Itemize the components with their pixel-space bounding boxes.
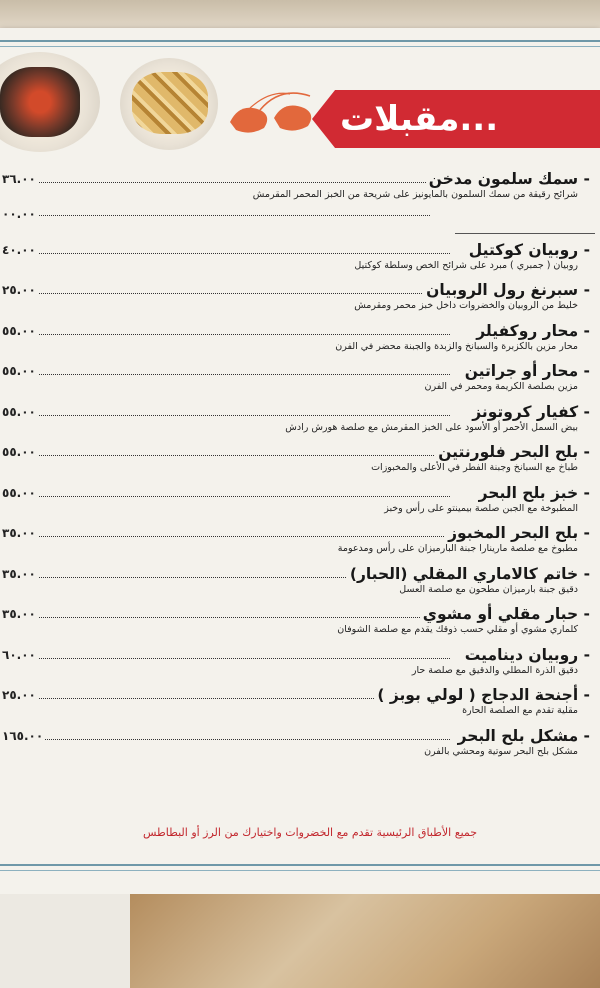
- section-title: ...مقبلات: [340, 99, 499, 139]
- item-price: ٠٠.٠٠: [2, 206, 36, 221]
- item-name: - كفيار كروتونز: [469, 403, 590, 421]
- item-description: دقيق الذرة المطلي والدقيق مع صلصة حار: [411, 664, 578, 676]
- item-description: مزين بصلصة الكريمة ومحمر في الفرن: [424, 381, 578, 392]
- item-description: دقيق جبنة بارميزان مطحون مع صلصة العسل: [399, 583, 578, 595]
- footer-note: جميع الأطباق الرئيسية تقدم مع الخضروات واختيارك من الرز أو البطاطس: [142, 826, 478, 839]
- item-name: - خاتم كالاماري المقلي (الحبار): [347, 565, 590, 583]
- item-description: محار مزين بالكزبرة والسبانخ والزبدة والجبنة محضر في الفرن: [335, 340, 578, 352]
- item-name: - روبيان ديناميت: [462, 646, 590, 664]
- menu-item: [0, 524, 600, 565]
- leader-dots: [36, 496, 450, 497]
- item-name: - بلح البحر فلورنتين: [435, 443, 590, 461]
- item-name: - بلح البحر المخبوز: [445, 524, 590, 542]
- leader-dots: [36, 182, 450, 183]
- menu-item: [0, 362, 600, 403]
- item-price: ٦٠.٠٠: [2, 647, 36, 662]
- menu-item: [0, 241, 600, 282]
- leader-dots: [36, 334, 450, 335]
- menu-item: [0, 646, 600, 687]
- menu-item: [0, 170, 600, 211]
- item-price: ٥٥.٠٠: [2, 323, 36, 338]
- item-description: خليط من الروبيان والخضروات داخل خبز محمر ومقرمش: [354, 300, 578, 311]
- item-name: - أجنحة الدجاج ( لولي بوبز ): [374, 686, 590, 704]
- item-price: ٣٥.٠٠: [2, 566, 36, 581]
- item-price: ٥٥.٠٠: [2, 445, 36, 459]
- menu-item: [0, 727, 600, 768]
- item-name: - خبز بلح البحر: [476, 484, 590, 502]
- item-price: ٢٥.٠٠: [2, 283, 36, 297]
- item-name: - روبيان كوكتيل: [466, 241, 590, 259]
- item-price: ٢٥.٠٠: [2, 688, 36, 702]
- item-price: ٥٥.٠٠: [2, 364, 36, 378]
- item-price: ٥٥.٠٠: [2, 404, 36, 419]
- item-price: ٥٥.٠٠: [2, 485, 36, 500]
- leader-dots: [36, 455, 450, 456]
- bottom-rule: [0, 864, 600, 866]
- item-name: - سبرنغ رول الروبيان: [423, 281, 590, 299]
- item-description: روبيان ( جمبري ) مبرد على شرائح الخص وسلطة كوكتيل: [354, 259, 578, 271]
- item-name: - حبار مقلي أو مشوي: [420, 605, 590, 623]
- leader-dots: [36, 658, 450, 659]
- menu-item: [0, 443, 600, 484]
- shrimp-icon: [220, 88, 320, 140]
- item-name: - سمك سلمون مدخن: [426, 170, 590, 188]
- item-description: مشكل بلح البحر سوتية ومحشي بالفرن: [424, 745, 578, 757]
- item-description: شرائح رقيقة من سمك السلمون بالمايونيز على شريحة من الخبز المحمر المقرمش: [252, 189, 578, 200]
- leader-dots: [36, 739, 450, 740]
- item-description: بيض السمل الأحمر أو الأسود على الخبز المقرمش مع صلصة هورش رادش: [285, 421, 578, 433]
- bottom-rule-thin: [0, 870, 600, 871]
- leader-dots: [36, 617, 450, 618]
- menu-item: [0, 605, 600, 646]
- menu-item-list: [0, 170, 600, 767]
- item-name: - محار أو جراتين: [462, 362, 590, 380]
- item-name: - محار روكفيلر: [473, 322, 590, 340]
- menu-item: [0, 686, 600, 727]
- leader-dots: [36, 253, 450, 254]
- item-price: ١٦٥.٠٠: [2, 728, 44, 743]
- menu-item: [0, 281, 600, 322]
- item-price: ٣٦.٠٠: [2, 172, 36, 186]
- item-description: كلماري مشوي أو مقلي حسب ذوقك يقدم مع صلصة الشوفان: [337, 624, 578, 635]
- top-rule: [0, 40, 600, 42]
- item-description: مطبوخ مع صلصة مارينارا جبنة البارميزان على رأس ومدعومة: [337, 543, 578, 554]
- menu-item: [0, 565, 600, 606]
- leader-dots: [36, 374, 450, 375]
- top-rule-thin: [0, 46, 600, 47]
- leader-dots: [36, 215, 430, 216]
- menu-item: [0, 403, 600, 444]
- menu-item: [0, 206, 600, 241]
- item-description: مقلية تقدم مع الصلصة الحارة: [462, 705, 578, 716]
- item-price: ٣٥.٠٠: [2, 607, 36, 621]
- item-description: المطبوخة مع الجبن صلصة بيمينتو على رأس وخبز: [384, 502, 578, 514]
- background-sketch: [0, 894, 140, 988]
- appetizer-plate-image: [120, 58, 218, 150]
- item-price: ٣٥.٠٠: [2, 526, 36, 540]
- leader-dots: [36, 536, 450, 537]
- menu-item: [0, 322, 600, 363]
- leader-dots: [36, 293, 450, 294]
- menu-item: [0, 484, 600, 525]
- item-description: طباخ مع السبانخ وجبنة الفطر في الأعلى والمخبوزات: [371, 462, 578, 473]
- item-price: ٤٠.٠٠: [2, 242, 36, 257]
- blank-underline: [455, 233, 595, 234]
- item-name: - مشكل بلح البحر: [455, 727, 590, 745]
- leader-dots: [36, 415, 450, 416]
- background-floor: [130, 894, 600, 988]
